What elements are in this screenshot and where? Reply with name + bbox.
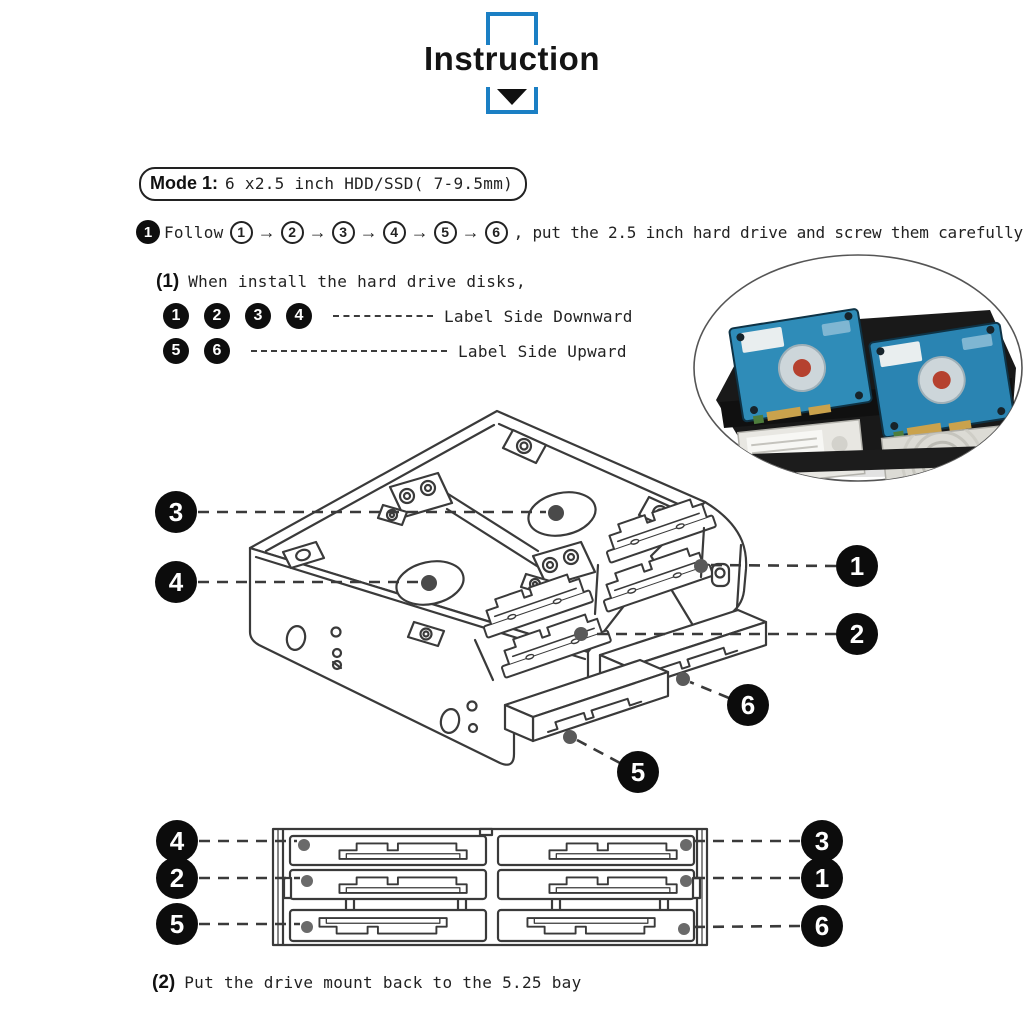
callout-3-iso: 3 — [155, 491, 197, 533]
mode-label: Mode 1: — [150, 173, 219, 193]
callout-5-iso: 5 — [617, 751, 659, 793]
note2-text: Put the drive mount back to the 5.25 bay — [184, 973, 582, 992]
step1-suffix: , put the 2.5 inch hard drive and screw them carefully — [513, 222, 1023, 242]
arrow-icon: → — [308, 222, 327, 242]
drive-badge-3: 3 — [245, 303, 271, 329]
callout-1-iso: 1 — [836, 545, 878, 587]
arrow-icon: → — [257, 222, 276, 242]
mode-spec: 6 x2.5 inch HDD/SSD( 7-9.5mm) — [225, 174, 514, 193]
callout-2-rear: 2 — [156, 857, 198, 899]
callout-4-iso: 4 — [155, 561, 197, 603]
sequence-circle-1: 1 — [230, 221, 253, 244]
callout-6-rear: 6 — [801, 905, 843, 947]
callout-2-iso: 2 — [836, 613, 878, 655]
sequence-circle-4: 4 — [383, 221, 406, 244]
arrow-icon: → — [359, 222, 378, 242]
rear-view-drawing — [273, 829, 707, 945]
sequence-circle-6: 6 — [485, 221, 508, 244]
label-side-downward: Label Side Downward — [444, 306, 633, 326]
note2-line — [152, 972, 582, 994]
drive-badge-4: 4 — [286, 303, 312, 329]
drive-badge-5: 5 — [163, 338, 189, 364]
callout-5-rear: 5 — [156, 903, 198, 945]
drive-badge-6: 6 — [204, 338, 230, 364]
step1-prefix: Follow — [164, 222, 224, 242]
note2-index: (2) — [152, 972, 176, 993]
step1-badge: 1 — [136, 220, 160, 244]
arrow-icon: → — [410, 222, 429, 242]
callout-6-iso: 6 — [727, 684, 769, 726]
arrow-icon: → — [461, 222, 480, 242]
iso-bracket-drawing — [250, 411, 766, 765]
sequence-circle-2: 2 — [281, 221, 304, 244]
drive-badge-1: 1 — [163, 303, 189, 329]
label-side-upward: Label Side Upward — [458, 341, 627, 361]
callout-3-rear: 3 — [801, 820, 843, 862]
page-title: Instruction — [424, 40, 600, 77]
note1-index: (1) — [156, 271, 180, 292]
sequence-circle-5: 5 — [434, 221, 457, 244]
callout-1-rear: 1 — [801, 857, 843, 899]
drive-badge-2: 2 — [204, 303, 230, 329]
callout-4-rear: 4 — [156, 820, 198, 862]
note1-text: When install the hard drive disks, — [188, 272, 526, 291]
sequence-circle-3: 3 — [332, 221, 355, 244]
